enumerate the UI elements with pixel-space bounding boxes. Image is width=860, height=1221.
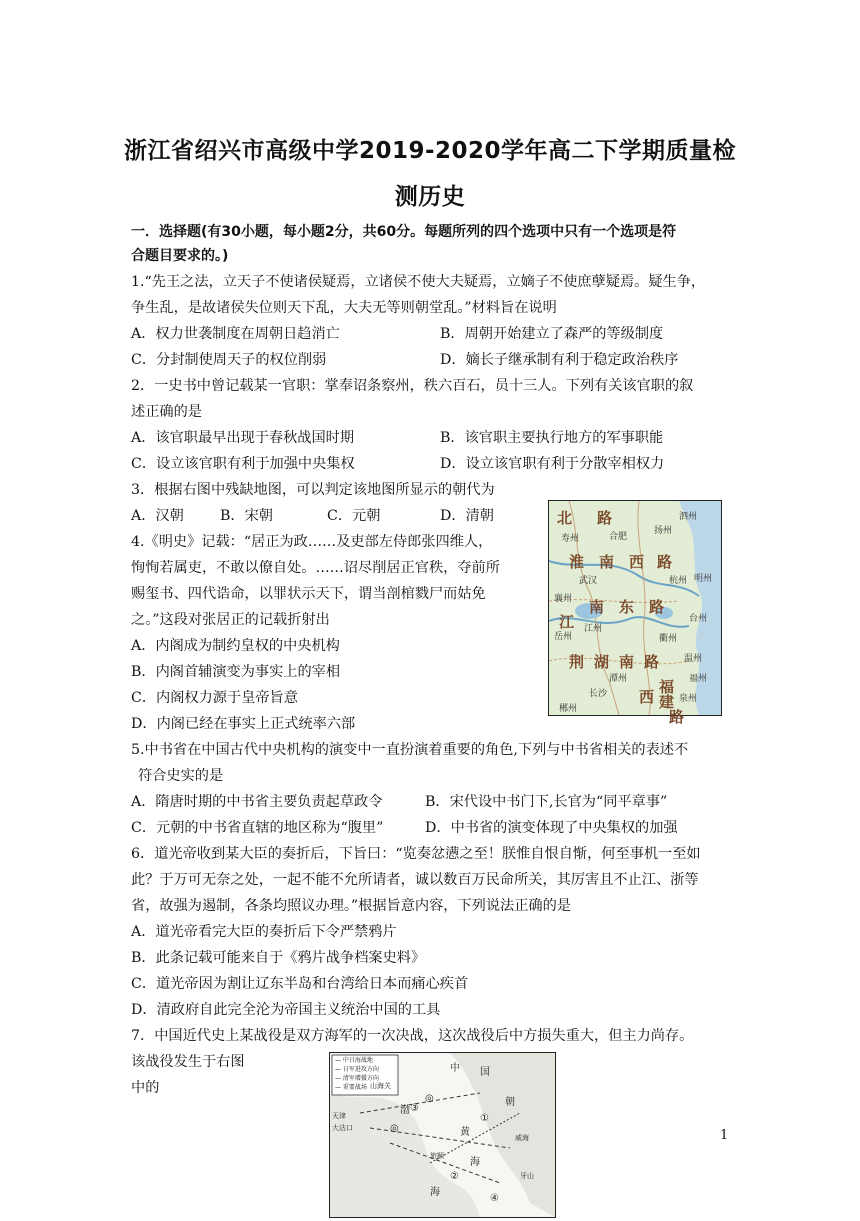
sino-japanese-war-map <box>329 1052 556 1218</box>
map-label: 路 <box>597 509 613 527</box>
map-label: 西 <box>639 688 655 706</box>
legend-entry: — 清军增援方向 <box>335 1075 379 1082</box>
map-label: 明州 <box>694 574 713 584</box>
q5-option-a: A．隋唐时期的中书省主要负责起草政令 <box>131 794 383 810</box>
q1-option-a: A．权力世袭制度在周朝日趋消亡 <box>131 326 340 342</box>
map-label: 牙山 <box>520 1172 534 1180</box>
q7-stem: 7．中国近代史上某战役是双方海军的一次决战，这次战役后中方损失重大，但主力尚存。 <box>131 1028 694 1044</box>
map-label: 海 <box>430 1187 440 1198</box>
q3-stem: 3．根据右图中残缺地图，可以判定该地图所显示的朝代为 <box>131 482 495 498</box>
map-label: 泉州 <box>679 694 698 704</box>
map-label: 东 <box>619 598 635 616</box>
map-label: 湖 <box>594 653 610 671</box>
map-label: 淮 <box>569 553 585 571</box>
q5-option-b: B．宋代设中书门下,长官为“同平章事” <box>425 794 668 810</box>
page-title-line2: 测历史 <box>394 184 466 210</box>
map-label: 合肥 <box>609 532 628 542</box>
q4-stem-cont: 恂恂若属吏，不敢以僚自处。……诏尽削居正官秩，夺前所 <box>131 560 500 576</box>
map-label: 北 <box>557 509 573 527</box>
map-label: 襄州 <box>554 594 573 604</box>
section-heading-cont: 合题目要求的。) <box>131 248 229 264</box>
q2-option-d: D．设立该官职有利于分散宰相权力 <box>440 456 665 472</box>
map-label: 温州 <box>684 654 703 664</box>
map-label: 路 <box>644 653 660 671</box>
map-label: 台州 <box>689 614 708 624</box>
map-label: 路 <box>669 708 685 726</box>
map-label: ◎ <box>425 1093 434 1104</box>
map-label: 路 <box>649 598 665 616</box>
map-label: 南 <box>619 653 635 671</box>
map-label: 山海关 <box>370 1082 391 1090</box>
map-label: 荆 <box>569 653 585 671</box>
map-label: ② <box>450 1171 459 1182</box>
q3-option-c: C．元朝 <box>327 508 381 524</box>
page-number: 1 <box>720 1128 729 1143</box>
map-label: 朝 <box>505 1097 515 1108</box>
map-label: 武汉 <box>579 576 598 586</box>
q2-option-b: B．该官职主要执行地方的军事职能 <box>440 430 664 446</box>
q4-stem: 4.《明史》记载：“居正为政……及吏部左侍郎张四维人， <box>131 534 493 550</box>
map-label: 威海 <box>515 1134 529 1142</box>
map-label: 江州 <box>584 624 603 634</box>
map-label: 路 <box>657 553 673 571</box>
q6-stem-cont: 此？于万可无奈之处，一起不能不允所请者，诚以数百万民命所关，其厉害且不止江、浙等 <box>131 872 699 888</box>
q7-stem-cont: 该战役发生于右图 <box>131 1054 245 1070</box>
map-label: 福 <box>659 678 675 696</box>
q1-stem: 1.“先王之法，立天子不使诸侯疑焉，立诸侯不使大夫疑焉，立嫡子不使庶孽疑焉。疑生争， <box>131 274 706 290</box>
map-label: 岳州 <box>554 632 573 642</box>
q1-option-d: D．嫡长子继承制有利于稳定政治秩序 <box>440 352 679 368</box>
q4-stem-cont3: 之。”这段对张居正的记载折射出 <box>131 612 330 628</box>
q5-stem: 5.中书省在中国古代中央机构的演变中一直扮演着重要的角色,下列与中书省相关的表述不 <box>131 742 689 758</box>
map-label: 大沽口 <box>332 1124 353 1132</box>
page-title-line1: 浙江省绍兴市高级中学2019-2020学年高二下学期质量检 <box>123 138 737 164</box>
q4-option-a: A．内阁成为制约皇权的中央机构 <box>131 638 340 654</box>
map-label: 西 <box>629 553 645 571</box>
map-label: 南 <box>599 553 615 571</box>
map-label: 衢州 <box>659 634 678 644</box>
map-label: 寿州 <box>561 534 580 544</box>
map-label: 泗州 <box>679 512 698 522</box>
q6-option-b: B．此条记载可能来自于《鸦片战争档案史料》 <box>131 950 426 966</box>
q6-option-d: D．清政府自此完全沦为帝国主义统治中国的工具 <box>131 1002 441 1018</box>
q3-option-b: B．宋朝 <box>220 508 273 524</box>
q7-stem-cont2: 中的 <box>131 1080 160 1096</box>
map-label: 杭州 <box>669 576 688 586</box>
legend-entry: — 中日海战地 <box>335 1057 373 1064</box>
section-heading: 一．选择题(有30小题，每小题2分，共60分。每题所列的四个选项中只有一个选项是符 <box>131 224 677 240</box>
q1-stem-cont: 争生乱，是故诸侯失位则天下乱，大夫无等则朝堂乱。”材料旨在说明 <box>131 300 557 316</box>
q2-option-c: C．设立该官职有利于加强中央集权 <box>131 456 355 472</box>
q4-option-d: D．内阁已经在事实上正式统率六部 <box>131 716 356 732</box>
q1-option-b: B．周朝开始建立了森严的等级制度 <box>440 326 664 342</box>
q3-option-d: D．清朝 <box>440 508 494 524</box>
map-label: 扬州 <box>654 526 673 536</box>
map-label: 长沙 <box>589 689 608 699</box>
map-label: ④ <box>490 1193 499 1204</box>
q1-option-c: C．分封制使周天子的权位削弱 <box>131 352 327 368</box>
map-label: 中 <box>450 1063 460 1074</box>
map-label: 渤 <box>400 1105 410 1116</box>
q6-option-c: C．道光帝因为割让辽东半岛和台湾给日本而痛心疾首 <box>131 976 469 992</box>
q4-option-c: C．内阁权力源于皇帝旨意 <box>131 690 298 706</box>
map-label: 福州 <box>689 674 708 684</box>
legend-entry: — 重要战场 <box>335 1084 367 1091</box>
map-label: 郴州 <box>559 704 578 714</box>
map-label: 旅顺 <box>430 1152 444 1160</box>
q2-option-a: A．该官职最早出现于春秋战国时期 <box>131 430 355 446</box>
q3-option-a: A．汉朝 <box>131 508 184 524</box>
q6-option-a: A．道光帝看完大臣的奏折后下令严禁鸦片 <box>131 924 397 940</box>
map-label: 国 <box>480 1067 490 1078</box>
q2-stem: 2．一史书中曾记载某一官职：掌奉诏条察州，秩六百石，员十三人。下列有关该官职的叙 <box>131 378 694 394</box>
q4-option-b: B．内阁首辅演变为事实上的宰相 <box>131 664 341 680</box>
q5-option-c: C．元朝的中书省直辖的地区称为“腹里” <box>131 820 384 836</box>
q5-option-d: D．中书省的演变体现了中央集权的加强 <box>425 820 678 836</box>
q4-stem-cont2: 赐玺书、四代诰命，以罪状示天下，谓当剖棺戮尸而姑免 <box>131 586 486 602</box>
q6-stem-cont2: 省，故强为遏制，各条均照议办理。”根据旨意内容，下列说法正确的是 <box>131 898 571 914</box>
map-label: 江 <box>559 613 575 631</box>
legend-entry: — 日军进攻方向 <box>335 1066 379 1073</box>
q5-stem-cont: 符合史实的是 <box>138 768 224 784</box>
q6-stem: 6．道光帝收到某大臣的奏折后，下旨曰：“览奏忿懑之至！朕惟自恨自惭，何至事机一至如 <box>131 846 701 862</box>
q2-stem-cont: 述正确的是 <box>131 404 202 420</box>
map-label: ◎ <box>390 1123 399 1134</box>
map-label: ① <box>480 1113 489 1124</box>
map-label: 南 <box>589 598 605 616</box>
map-label: 黄 <box>460 1127 470 1138</box>
map-label: ③ <box>410 1103 419 1114</box>
map-label: 天津 <box>332 1112 346 1120</box>
map-label: 潭州 <box>609 674 628 684</box>
song-dynasty-map <box>548 500 722 726</box>
map-label: 海 <box>470 1157 480 1168</box>
map-label: 建 <box>659 693 675 711</box>
